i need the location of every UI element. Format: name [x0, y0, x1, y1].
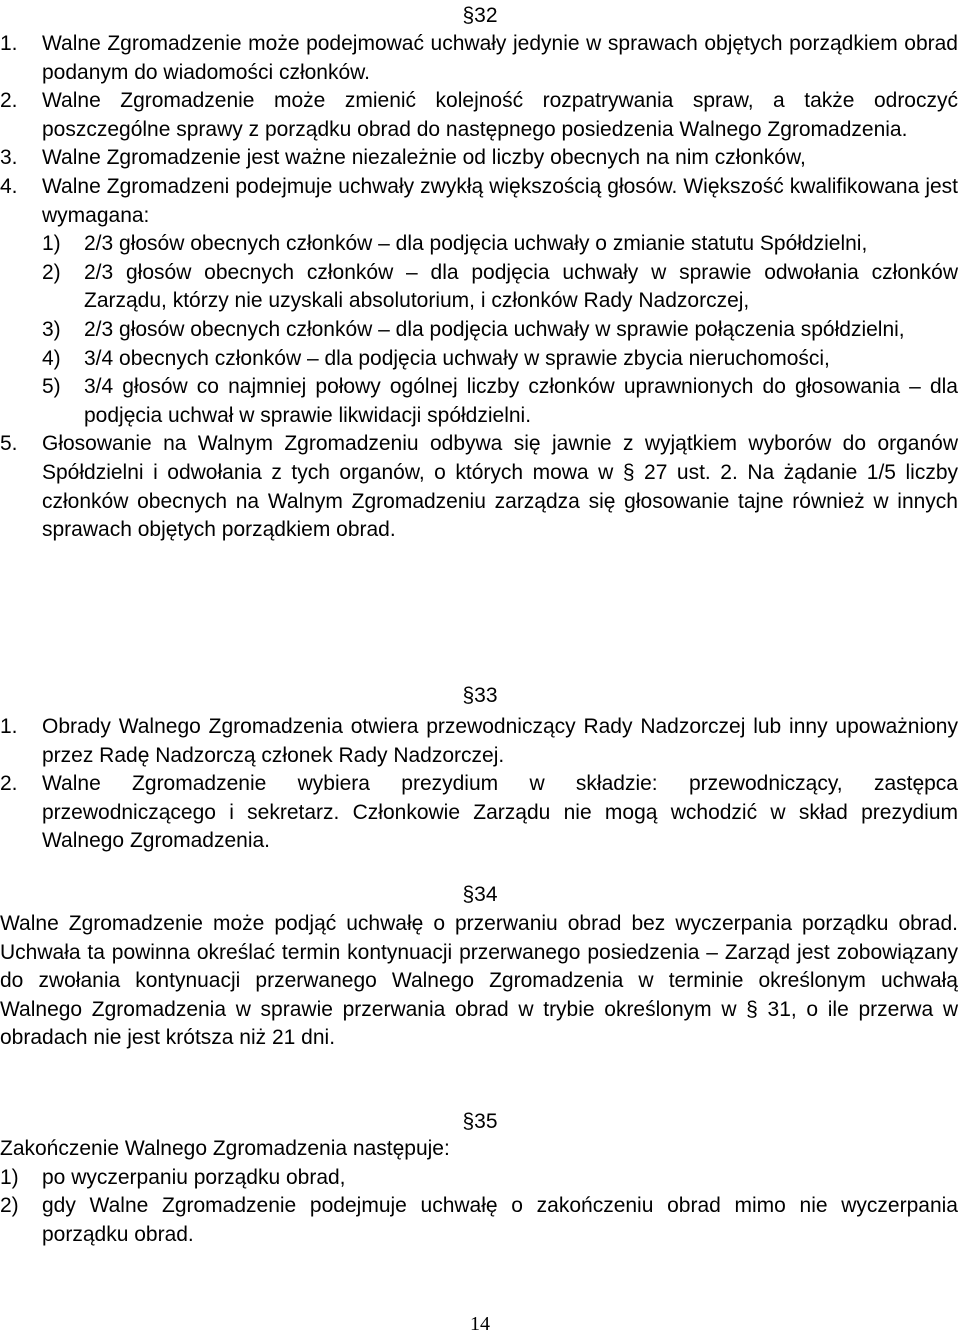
sub-clause-number: 3): [42, 317, 61, 341]
clause-32-4: [0, 173, 958, 430]
clause-32-1: [0, 30, 958, 87]
clause-32-3: [0, 144, 958, 173]
section-32: [0, 30, 958, 545]
section-heading-33: §33: [462, 684, 498, 707]
clause-35-2: [0, 1192, 958, 1249]
clause-number: 1): [0, 1165, 19, 1189]
sub-clause-1: [42, 230, 958, 259]
clause-33-2: [0, 770, 958, 856]
sub-clause-text: 2/3 głosów obecnych członków – dla podjęcia uchwały w sprawie połączenia spółdzielni,: [84, 317, 905, 341]
clause-33-1: [0, 713, 958, 770]
sub-clause-5: [42, 373, 958, 430]
sub-clause-number: 5): [42, 375, 61, 399]
clause-number: 4.: [0, 174, 18, 198]
clause-number: 5.: [0, 432, 18, 456]
clause-35-1: [0, 1164, 958, 1193]
clause-text: gdy Walne Zgromadzenie podejmuje uchwałę o zakończeniu obrad mimo nie wyczerpania porządku obrad.: [42, 1194, 958, 1246]
sub-clause-text: 3/4 obecnych członków – dla podjęcia uchwały w sprawie zbycia nieruchomości,: [84, 346, 830, 370]
clause-32-2: [0, 87, 958, 144]
page-number: 14: [470, 1313, 490, 1335]
sub-clause-number: 1): [42, 232, 61, 256]
sub-clause-text: 2/3 głosów obecnych członków – dla podjęcia uchwały o zmianie statutu Spółdzielni,: [84, 232, 868, 256]
sub-clause-2: [42, 259, 958, 316]
clause-32-5: [0, 430, 958, 544]
sub-clause-4: [42, 345, 958, 374]
clause-number: 2): [0, 1194, 19, 1218]
section-heading-32: §32: [462, 4, 498, 27]
section-heading-34: §34: [462, 883, 498, 906]
section-35-intro: Zakończenie Walnego Zgromadzenia następuje:: [0, 1137, 450, 1160]
sub-clause-3: [42, 316, 958, 345]
section-34: [0, 910, 958, 1053]
clause-number: 3.: [0, 146, 18, 170]
sub-clause-text: 3/4 głosów co najmniej połowy ogólnej liczby członków uprawnionych do głosowania – dla podjęcia uchwał w sprawie likwidacji spółdzielni.: [84, 375, 958, 427]
clause-text: Walne Zgromadzenie wybiera prezydium w składzie: przewodniczący, zastępca przewodniczącego i sekretarz. Członkowie Zarządu nie mogą wchodzić w skład prezydium Walnego Zgromadzenia.: [42, 772, 958, 853]
sub-clause-number: 2): [42, 260, 61, 284]
sub-clause-number: 4): [42, 346, 61, 370]
clause-text: Walne Zgromadzenie jest ważne niezależnie od liczby obecnych na nim członków,: [42, 146, 806, 170]
clause-number: 1.: [0, 715, 18, 738]
clause-text: Obrady Walnego Zgromadzenia otwiera przewodniczący Rady Nadzorczej lub inny upoważniony przez Radę Nadzorczą członek Rady Nadzorczej.: [42, 715, 958, 767]
section-35: [0, 1135, 958, 1249]
clause-text: po wyczerpaniu porządku obrad,: [42, 1165, 346, 1189]
clause-text: Walne Zgromadzeni podejmuje uchwały zwykłą większością głosów. Większość kwalifikowana jest wymagana:: [42, 174, 958, 227]
clause-number: 2.: [0, 772, 18, 796]
section-33: [0, 713, 958, 856]
clause-number: 1.: [0, 32, 18, 55]
section-34-text: Walne Zgromadzenie może podjąć uchwałę o przerwaniu obrad bez wyczerpania porządku obrad. Uchwała ta powinna określać termin kontynuacji przerwanego posiedzenia – Zarząd jest zobowiązany do zwołania kontynuacji przerwanego Walnego Zgromadzenia w terminie określonym uchwałą Walnego Zgromadzenia w sprawie przerwania obrad w trybie określonym w § 31, o ile przerwa w obradach nie jest krótsza niż 21 dni.: [0, 912, 958, 1050]
section-heading-35: §35: [462, 1110, 498, 1133]
clause-text: Walne Zgromadzenie może zmienić kolejność rozpatrywania spraw, a także odroczyć poszczególne sprawy z porządku obrad do następnego posiedzenia Walnego Zgromadzenia.: [42, 89, 958, 141]
clause-body: [42, 173, 958, 430]
clause-number: 2.: [0, 89, 18, 113]
clause-text: Głosowanie na Walnym Zgromadzeniu odbywa się jawnie z wyjątkiem wyborów do organów Spółdzielni i odwołania z tych organów, o których mowa w § 27 ust. 2. Na żądanie 1/5 liczby członków obecnych na Walnym Zgromadzeniu zarządza się głosowanie tajne również w innych sprawach objętych porządkiem obrad.: [42, 432, 958, 542]
sub-clause-text: 2/3 głosów obecnych członków – dla podjęcia uchwały w sprawie odwołania członków Zarządu, którzy nie uzyskali absolutorium, i członków Rady Nadzorczej,: [84, 260, 958, 313]
clause-text: Walne Zgromadzenie może podejmować uchwały jedynie w sprawach objętych porządkiem obrad podanym do wiadomości członków.: [42, 32, 958, 84]
